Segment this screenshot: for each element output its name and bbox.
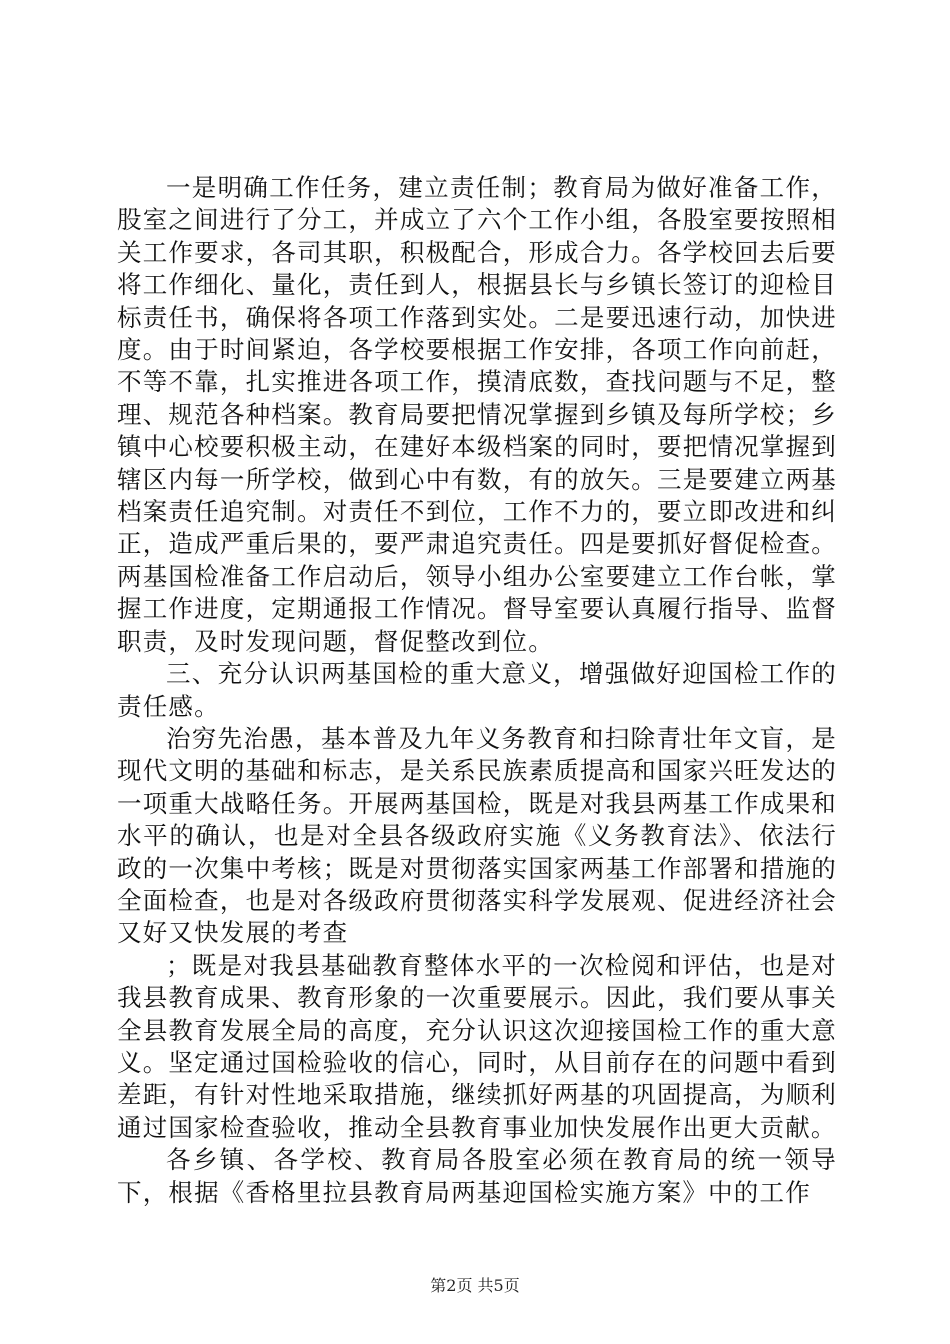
page-number-footer: 第2页 共5页 — [430, 1276, 520, 1295]
paragraph-1: 一是明确工作任务，建立责任制；教育局为做好准备工作，股室之间进行了分工，并成立了六个工作小组，各股室要按照相关工作要求，各司其职，积极配合，形成合力。各学校回去后要将工作细化、量化，责任到人，根据县长与乡镇长签订的迎检目标责任书，确保将各项工作落到实处。二是要迅速行动，加快进度。由于时间紧迫，各学校要根据工作安排，各项工作向前赶，不等不靠，扎实推进各项工作，摸清底数，查找问题与不足，整理、规范各种档案。教育局要把情况掌握到乡镇及每所学校；乡镇中心校要积极主动，在建好本级档案的同时，要把情况掌握到辖区内每一所学校，做到心中有数，有的放矢。三是要建立两基档案责任追究制。对责任不到位，工作不力的，要立即改进和纠正，造成严重后果的，要严肃追究责任。四是要抓好督促检查。两基国检准备工作启动后，领导小组办公室要建立工作台帐，掌握工作进度，定期通报工作情况。督导室要认真履行指导、监督职责，及时发现问题，督促整改到位。 — [117, 173, 837, 656]
paragraph-4: ；既是对我县基础教育整体水平的一次检阅和评估，也是对我县教育成果、教育形象的一次重要展示。因此，我们要从事关全县教育发展全局的高度，充分认识这次迎接国检工作的重大意义。坚定通过国检验收的信心，同时，从目前存在的问题中看到差距，有针对性地采取措施，继续抓好两基的巩固提高，为顺利通过国家检查验收，推动全县教育事业加快发展作出更大贡献。 — [117, 950, 837, 1142]
paragraph-3: 治穷先治愚，基本普及九年义务教育和扫除青壮年文盲，是现代文明的基础和标志，是关系民族素质提高和国家兴旺发达的一项重大战略任务。开展两基国检，既是对我县两基工作成果和水平的确认，也是对全县各级政府实施《义务教育法》、依法行政的一次集中考核；既是对贯彻落实国家两基工作部署和措施的全面检查，也是对各级政府贯彻落实科学发展观、促进经济社会又好又快发展的考查 — [117, 723, 837, 948]
paragraph-5: 各乡镇、各学校、教育局各股室必须在教育局的统一领导下，根据《香格里拉县教育局两基迎国检实施方案》中的工作 — [117, 1145, 837, 1207]
document-body — [117, 172, 837, 1209]
paragraph-2-heading: 三、充分认识两基国检的重大意义，增强做好迎国检工作的责任感。 — [117, 659, 837, 721]
